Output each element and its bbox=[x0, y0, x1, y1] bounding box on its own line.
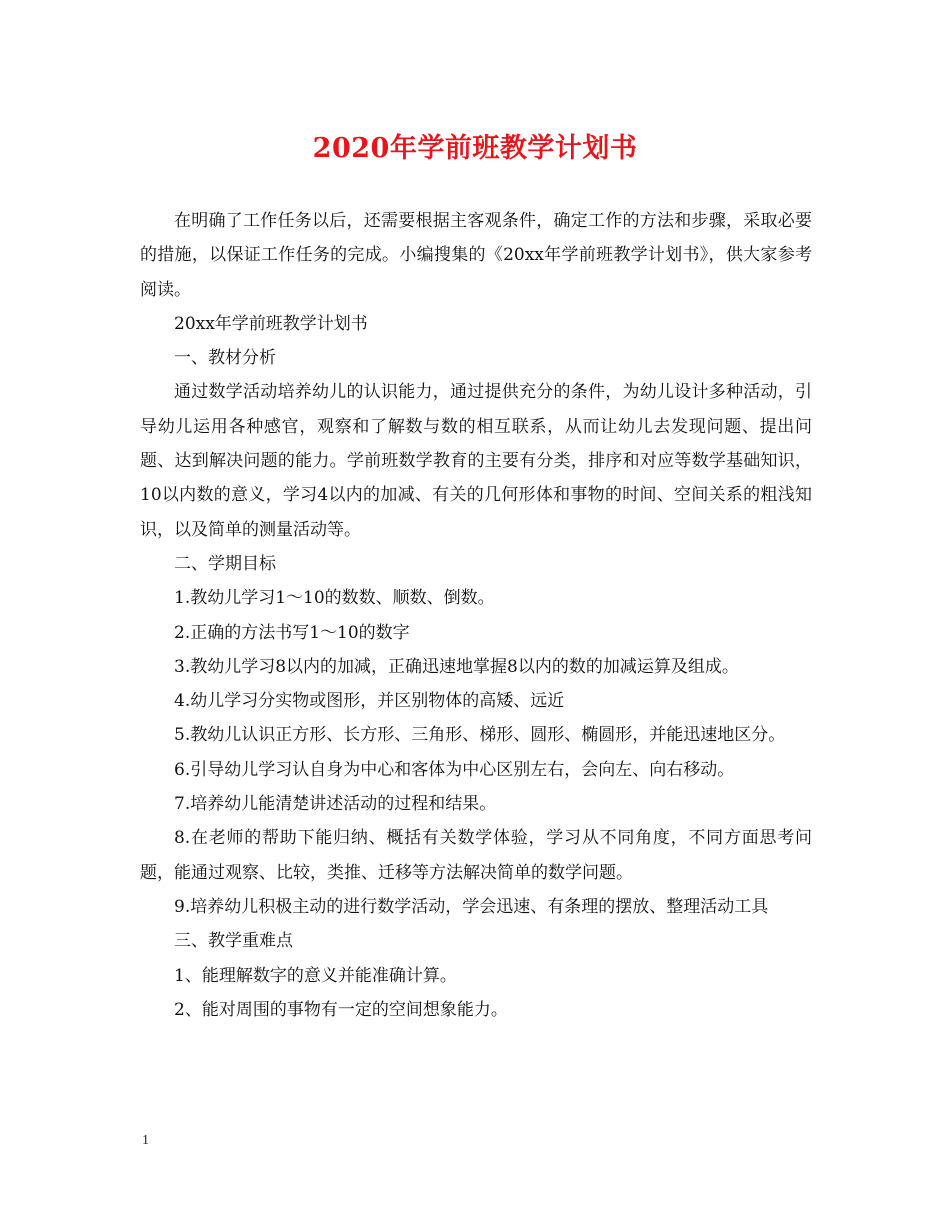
goal-item-8: 8.在老师的帮助下能归纳、概括有关数学体验，学习从不同角度，不同方面思考问题，能通过观察、比较，类推、迁移等方法解决简单的数学问题。 bbox=[140, 828, 812, 883]
section-heading-2: 二、学期目标 bbox=[174, 553, 276, 574]
section-heading-3: 三、教学重难点 bbox=[174, 931, 293, 952]
key-point-1: 1、能理解数字的意义并能准确计算。 bbox=[174, 965, 457, 986]
key-point-2: 2、能对周围的事物有一定的空间想象能力。 bbox=[174, 999, 508, 1020]
goal-item-4: 4.幼儿学习分实物或图形，并区别物体的高矮、远近 bbox=[174, 691, 565, 712]
paragraph-subtitle: 20xx年学前班教学计划书 bbox=[174, 313, 368, 334]
goal-item-2: 2.正确的方法书写1～10的数字 bbox=[174, 622, 410, 643]
paragraph-intro: 在明确了工作任务以后，还需要根据主客观条件，确定工作的方法和步骤，采取必要的措施，以保证工作任务的完成。小编搜集的《20xx年学前班教学计划书》，供大家参考阅读。 bbox=[140, 211, 812, 300]
goal-item-1: 1.教幼儿学习1～10的数数、顺数、倒数。 bbox=[174, 588, 495, 609]
document-title: 2020年学前班教学计划书 bbox=[312, 133, 638, 164]
goal-item-3: 3.教幼儿学习8以内的加减，正确迅速地掌握8以内的数的加减运算及组成。 bbox=[174, 656, 739, 677]
paragraph-analysis: 通过数学活动培养幼儿的认识能力，通过提供充分的条件，为幼儿设计多种活动，引导幼儿运用各种感官，观察和了解数与数的相互联系，从而让幼儿去发现问题、提出问题、达到解决问题的能力。学前班数学教育的主要有分类，排序和对应等数学基础知识，10以内数的意义，学习4以内的加减、有关的几何形体和事物的时间、空间关系的粗浅知识，以及简单的测量活动等。 bbox=[140, 382, 812, 540]
document-body bbox=[140, 204, 812, 1027]
goal-item-9: 9.培养幼儿积极主动的进行数学活动，学会迅速、有条理的摆放、整理活动工具 bbox=[174, 896, 769, 917]
goal-item-5: 5.教幼儿认识正方形、长方形、三角形、梯形、圆形、椭圆形，并能迅速地区分。 bbox=[174, 725, 786, 746]
goal-item-6: 6.引导幼儿学习认自身为中心和客体为中心区别左右，会向左、向右移动。 bbox=[174, 759, 735, 780]
section-heading-1: 一、教材分析 bbox=[174, 348, 276, 369]
goal-item-7: 7.培养幼儿能清楚讲述活动的过程和结果。 bbox=[174, 794, 497, 815]
page-number: 1 bbox=[142, 1133, 149, 1148]
